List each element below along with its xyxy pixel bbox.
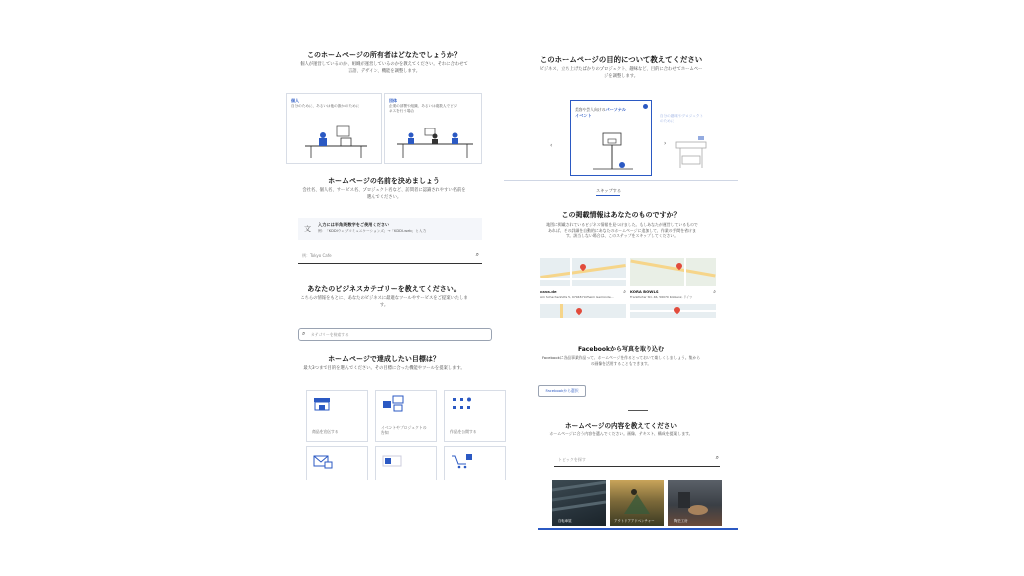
map-road [570, 258, 572, 286]
tip-title: 入力には半角英数字をご使用ください [318, 222, 390, 227]
place-address: Frankfurter Str. 46, 56070 Koblenz, ドイツ [630, 295, 693, 299]
search-icon: ⌕ [713, 289, 716, 295]
map-road [684, 258, 686, 286]
carousel-next-button[interactable]: › [664, 140, 667, 147]
card-personal-desc: 自分のために、あるいは他の誰かのために [291, 104, 360, 108]
topic-label: アウトドアアドベンチャー [614, 519, 655, 523]
facebook-title: Facebookから写真を取り込む [578, 346, 664, 353]
purpose-divider [504, 180, 738, 181]
content-desc: ホームページに合う内容を選んでください。画像、テキスト、構成を提案します。 [549, 431, 693, 436]
category-placeholder: カテゴリーを検索する [311, 332, 349, 337]
map-thumbnail [540, 304, 626, 318]
map-road [540, 278, 626, 280]
goal-card-shop[interactable] [444, 446, 506, 480]
carousel-prev-button[interactable]: ‹ [550, 142, 553, 149]
team-desk-illustration [395, 128, 475, 162]
place-name: cava.de [540, 289, 557, 294]
name-input[interactable] [298, 248, 482, 264]
goal-card-portfolio[interactable] [444, 390, 506, 442]
name-input-placeholder: 例：Tokyo Cafe [302, 253, 332, 258]
topic-placeholder: トピックを探す [558, 457, 586, 462]
goal-card-mail[interactable] [306, 446, 368, 480]
name-title: ホームページの名前を決めましょう [328, 177, 440, 185]
goal-label: イベントやプロジェクトの 告知 [381, 425, 427, 435]
tip-desc: 例：「KDDIウェブコミュニケーションズ」→「KDDI-web」と入力 [318, 229, 427, 233]
goals-title: ホームページで達成したい目標は？ [328, 355, 440, 363]
search-icon: ⌕ [302, 330, 306, 337]
topic-search-input[interactable] [554, 452, 720, 467]
search-icon: ⌕ [475, 251, 479, 258]
translate-icon: 文 [304, 225, 311, 233]
name-input-underline [298, 263, 482, 264]
place-card-2[interactable] [630, 258, 716, 318]
map-pin-icon [673, 306, 681, 314]
mail-icon [313, 455, 333, 469]
place-address: Am Schachenhöfe 5, 97948 Hofheim Gemünde... [540, 295, 614, 299]
right-panel [504, 40, 738, 530]
topic-label: 陶芸工房 [674, 519, 688, 523]
place-card-1[interactable] [540, 258, 626, 318]
map-pin-icon [575, 307, 583, 315]
goal-label: 商品を宣伝する [312, 429, 339, 434]
topic-input-underline [554, 466, 720, 467]
storefront-icon [313, 397, 331, 411]
search-icon: ⌕ [623, 289, 626, 295]
card-org-desc: 企業の部署や組織、あるいは複数人でビジ ネスを行う場合 [389, 104, 458, 113]
content-title: ホームページの内容を教えてください [565, 422, 677, 430]
facebook-desc: Facebookに各品事業作品って、ホームページを作るとっておいて楽しくしましょう。集から の画像を活用することもできます。 [541, 355, 701, 366]
topic-tile-bicycle[interactable] [552, 480, 606, 526]
map-road [560, 304, 563, 318]
name-desc: 会社名、個人名、サービス名、プロジェクト名など、訪問者に認識されやすい名前を 選んでください。 [302, 188, 466, 200]
share-icon [451, 396, 473, 412]
owner-card-personal[interactable] [286, 93, 382, 164]
progress-bar-fill [538, 528, 738, 530]
facebook-select-button[interactable]: Facebookから選択 [538, 385, 586, 397]
market-stall-illustration [672, 136, 712, 172]
basketball-hoop-illustration [589, 129, 637, 173]
selected-radio-icon [643, 104, 648, 109]
map-thumbnail [630, 304, 716, 318]
goal-card-event[interactable] [375, 390, 437, 442]
topic-tile-outdoor[interactable] [610, 480, 664, 526]
person-desk-illustration [301, 124, 371, 162]
goal-card-checklist[interactable] [375, 446, 437, 480]
search-icon: ⌕ [715, 454, 719, 461]
purpose-desc: ビジネス、立ち上げたばかりのプロジェクト、趣味など、目的に合わせてホームペー ジを調整します。 [539, 67, 703, 79]
left-panel [278, 40, 490, 480]
purpose-title: このホームページの目的について教えてください [539, 55, 703, 64]
category-search-input[interactable] [298, 328, 492, 341]
purpose-card-hobby[interactable] [656, 100, 712, 176]
goal-card-promote[interactable] [306, 390, 368, 442]
purpose-card2-text: 自分の趣味やプロジェクト のために [660, 114, 704, 123]
progress-bar [538, 528, 738, 530]
card-personal-title: 個人 [291, 98, 299, 103]
card-org-title: 団体 [389, 98, 397, 103]
skip-link[interactable]: スキップする [596, 188, 622, 193]
announcement-icon [382, 395, 404, 413]
map-thumbnail [540, 258, 626, 286]
purpose-card-personal[interactable] [570, 100, 652, 176]
skip-underline [596, 195, 620, 196]
section-separator [628, 410, 648, 411]
checkbox-icon [382, 455, 402, 469]
listing-desc: 地図に掲載されているビジネス情報を見つけました。もしあなたが運営しているもので あれば、その詳細を自動的にあなたのホームページに追加して、作業の手間を省けま す。該当しない場合は、このステップをスキップしてください。 [546, 222, 698, 239]
goal-label: 作品を公開する [450, 429, 477, 434]
map-road [630, 260, 715, 278]
topic-label: 自転車屋 [558, 519, 572, 523]
topic-tile-pottery[interactable] [668, 480, 722, 526]
name-tip-box [298, 218, 482, 240]
owner-title: このホームページの所有者はどなたでしょうか？ [307, 51, 461, 59]
listing-title: この掲載情報はあなたのものですか？ [561, 211, 681, 219]
purpose-card-text: 美容や芸人向けのパーソナル イベント [575, 107, 626, 118]
category-title: あなたのビジネスカテゴリーを教えてください。 [307, 285, 461, 293]
category-desc: こちらの情報をもとに、あなたのビジネスに最適なツールやサービスをご提案いたしま す。 [300, 296, 468, 308]
map-thumbnail [630, 258, 716, 286]
place-name: KORA BOWLS [630, 289, 659, 294]
goals-desc: 最大3つまで目的を選んでください。その目標に合った機能やツールを提案します。 [303, 366, 465, 371]
owner-desc: 個人が運営しているのか、組織が運営しているのかを教えてください。それに合わせて 言語、デザイン、機能を調整します。 [300, 62, 468, 74]
owner-card-org[interactable] [384, 93, 482, 164]
shopping-cart-icon [451, 453, 473, 469]
